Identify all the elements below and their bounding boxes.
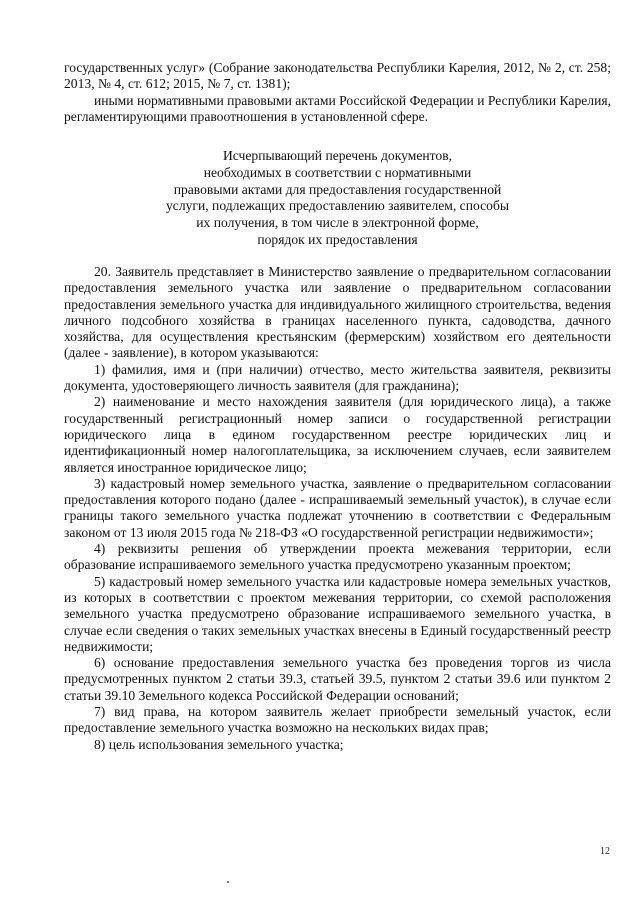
intro-paragraph-1: государственных услуг» (Собрание законодательства Республики Карелия, 2012, № 2, ст. 258; 2013, № 4, ст. 612; 2015, № 7, ст. 1381);	[64, 60, 611, 92]
intro-section	[64, 60, 611, 125]
heading-line: порядок их предоставления	[257, 231, 418, 247]
list-item-5: 5) кадастровый номер земельного участка или кадастровые номера земельных участков, из которых в соответствии с проектом межевания территории, со схемой расположения земельного участка предусмотрено образование испрашиваемого земельного участка, в случае если сведения о таких земельных участках внесены в Единый государственный реестр недвижимости;	[64, 573, 611, 654]
intro-paragraph-2: иными нормативными правовыми актами Российской Федерации и Республики Карелия, регламентирующими правоотношения в установленной сфере.	[64, 92, 611, 124]
list-item-3: 3) кадастровый номер земельного участка, заявление о предварительном согласовании предоставления которого подано (далее - испрашиваемый земельный участок), в случае если границы такого земельного участка подлежат уточнению в соответствии с Федеральным законом от 13 июля 2015 года № 218-ФЗ «О государственной регистрации недвижимости»;	[64, 475, 611, 540]
heading-line: услуги, подлежащих предоставлению заявителем, способы	[165, 198, 509, 214]
list-item-1: 1) фамилия, имя и (при наличии) отчество, место жительства заявителя, реквизиты документа, удостоверяющего личность заявителя (для гражданина);	[64, 361, 611, 394]
heading-line: необходимых в соответствии с нормативными	[203, 164, 472, 180]
list-item-7: 7) вид права, на котором заявитель желает приобрести земельный участок, если предоставление земельного участка возможно на нескольких видах прав;	[64, 704, 611, 736]
page-number: 12	[600, 846, 610, 857]
list-item-6: 6) основание предоставления земельного участка без проведения торгов из числа предусмотренных пунктом 2 статьи 39.3, статьей 39.5, пунктом 2 статьи 39.6 или пунктом 2 статьи 39.10 Земельного кодекса Российской Федерации оснований;	[64, 655, 611, 703]
body-section	[64, 264, 611, 753]
heading-line: Исчерпывающий перечень документов,	[222, 148, 453, 163]
section-heading	[64, 148, 611, 249]
heading-line: правовыми актами для предоставления государственной	[173, 181, 502, 197]
list-item-8: 8) цель использования земельного участка;	[94, 736, 344, 752]
list-item-4: 4) реквизиты решения об утверждении проекта межевания территории, если образование испрашиваемого земельного участка предусмотрено указанным проектом;	[64, 541, 611, 573]
scan-speck	[227, 881, 229, 883]
paragraph-20: 20. Заявитель представляет в Министерство заявление о предварительном согласовании предоставления земельного участка или заявление о предварительном согласовании предоставления земельного участка для индивидуального жилищного строительства, ведения личного подсобного хозяйства в границах населенного пункта, садоводства, дачного хозяйства, для осуществления крестьянским (фермерским) хозяйством его деятельности (далее - заявление), в котором указываются:	[64, 264, 611, 361]
list-item-2: 2) наименование и место нахождения заявителя (для юридического лица), а также государственный регистрационный номер записи о государственной регистрации юридического лица в едином государственном реестре юридических лиц и идентификационный номер налогоплательщика, за исключением случаев, если заявителем является иностранное юридическое лицо;	[64, 394, 611, 475]
heading-line: их получения, в том числе в электронной форме,	[196, 215, 479, 231]
